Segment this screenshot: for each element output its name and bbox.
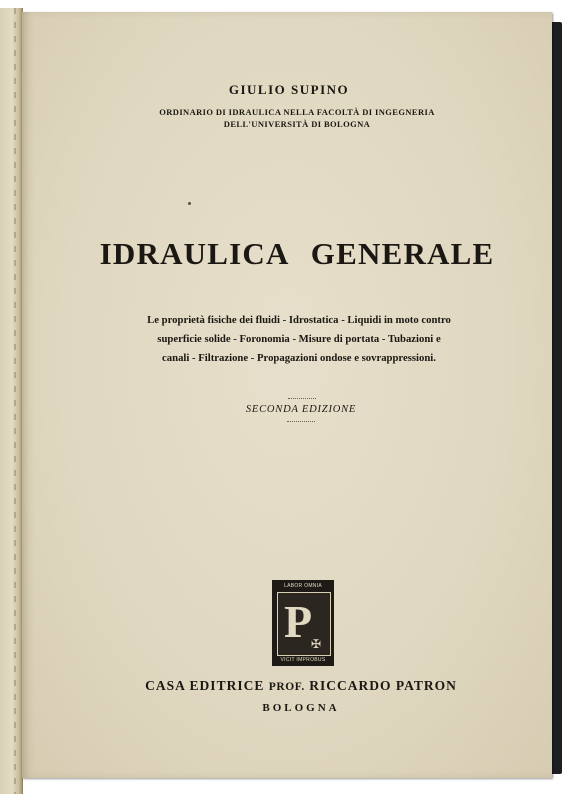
publisher-city: BOLOGNA [262, 702, 340, 714]
logo-motto-bottom: VICIT IMPROBUS [280, 657, 326, 663]
logo-motto-top: LABOR OMNIA [283, 583, 323, 589]
description-line: Le proprietà fisiche dei fluidi - Idrostatica - Liquidi in moto contro [147, 314, 451, 326]
contents-description [10, 311, 578, 368]
author-name: GIULIO SUPINO [228, 82, 350, 97]
description-line: superficie solide - Foronomia - Misure di portata - Tubazioni e [157, 333, 441, 345]
paper-speck [188, 202, 191, 205]
publisher-part-2: PROF. [268, 681, 305, 693]
logo-cross-icon: ✠ [311, 637, 322, 651]
edition-label: SECONDA EDIZIONE [245, 404, 357, 415]
ornamental-rule-bottom [287, 421, 315, 422]
author-affiliation-line-1: ORDINARIO DI IDRAULICA NELLA FACOLTÀ DI INGEGNERIA [159, 107, 435, 117]
publisher-logo [272, 580, 334, 666]
author-affiliation-line-2: DELL'UNIVERSITÀ DI BOLOGNA [223, 119, 371, 129]
description-line: canali - Filtrazione - Propagazioni ondose e sovrappressioni. [162, 352, 436, 364]
logo-monogram: P [284, 596, 313, 647]
ornamental-rule-top [288, 398, 316, 399]
book-title: IDRAULICA GENERALE [99, 236, 495, 271]
logo-panel [277, 592, 331, 656]
publisher-part-1: CASA EDITRICE [145, 678, 265, 693]
publisher-part-3: RICCARDO PATRON [309, 678, 457, 693]
publisher-name [12, 678, 578, 694]
